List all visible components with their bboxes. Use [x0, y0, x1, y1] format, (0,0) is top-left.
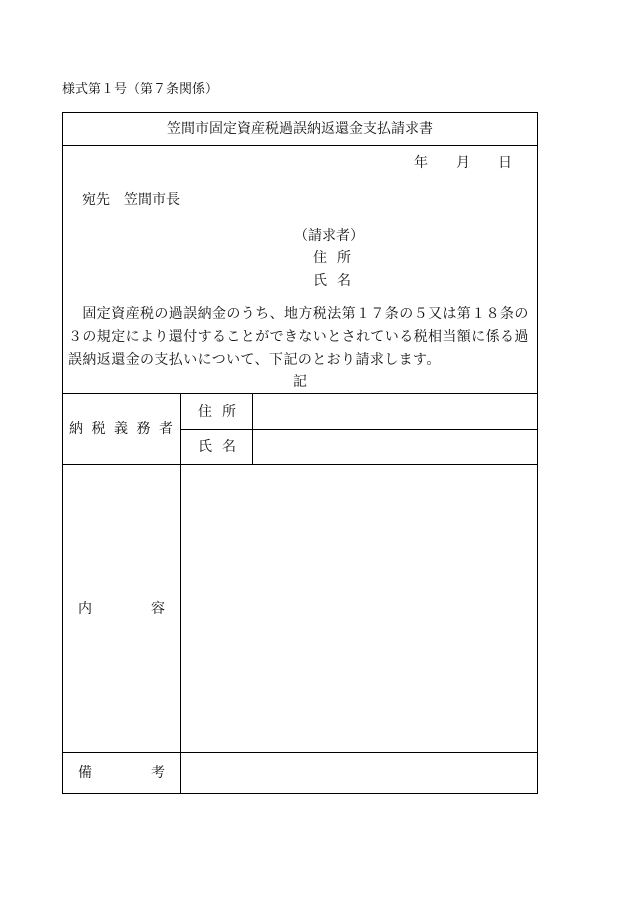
- remarks-row: [63, 753, 538, 794]
- ki-marker: 記: [293, 374, 307, 390]
- taxpayer-address-value: [253, 394, 538, 430]
- date-line: 年 月 日: [414, 155, 512, 171]
- remarks-label-cell: [63, 753, 224, 794]
- taxpayer-address-label-cell: [181, 394, 253, 430]
- requester-heading: （請求者）: [294, 228, 364, 244]
- taxpayer-label: 納税義務者: [69, 421, 182, 437]
- content-value: [181, 465, 538, 753]
- taxpayer-name-value: [253, 430, 538, 465]
- taxpayer-address-row: [63, 394, 538, 430]
- requester-address-label: [313, 250, 361, 266]
- request-body-cell: [63, 146, 538, 394]
- request-text-line: ３の規定により還付することができないとされている税相当額に係る過: [68, 329, 529, 345]
- content-label-cell: [63, 465, 224, 753]
- remarks-label: 備考: [78, 765, 224, 781]
- form-title: 笠間市固定資産税過誤納返還金支払請求書: [63, 113, 538, 146]
- requester-name-label: [313, 273, 361, 289]
- requester-address-text: 住所: [313, 250, 361, 266]
- request-text-line: 誤納返還金の支払いについて、下記のとおり請求します。: [68, 352, 441, 368]
- title-row: [63, 113, 538, 146]
- request-body: [63, 146, 537, 393]
- requester-name-text: 氏名: [313, 273, 361, 289]
- remarks-value: [181, 753, 538, 794]
- content-row: [63, 465, 538, 753]
- addressee: 宛先 笠間市長: [82, 192, 180, 208]
- taxpayer-address-label: 住所: [198, 403, 246, 420]
- content-label: 内容: [78, 600, 224, 617]
- request-text-line: 固定資産税の過誤納金のうち、地方税法第１７条の５又は第１８条の: [68, 306, 529, 322]
- taxpayer-name-label-cell: [181, 430, 253, 465]
- taxpayer-name-label: 氏名: [198, 439, 246, 455]
- taxpayer-label-cell: [63, 394, 181, 465]
- request-form-table: [62, 112, 538, 794]
- form-number-label: 様式第１号（第７条関係）: [62, 82, 219, 97]
- request-body-row: [63, 146, 538, 394]
